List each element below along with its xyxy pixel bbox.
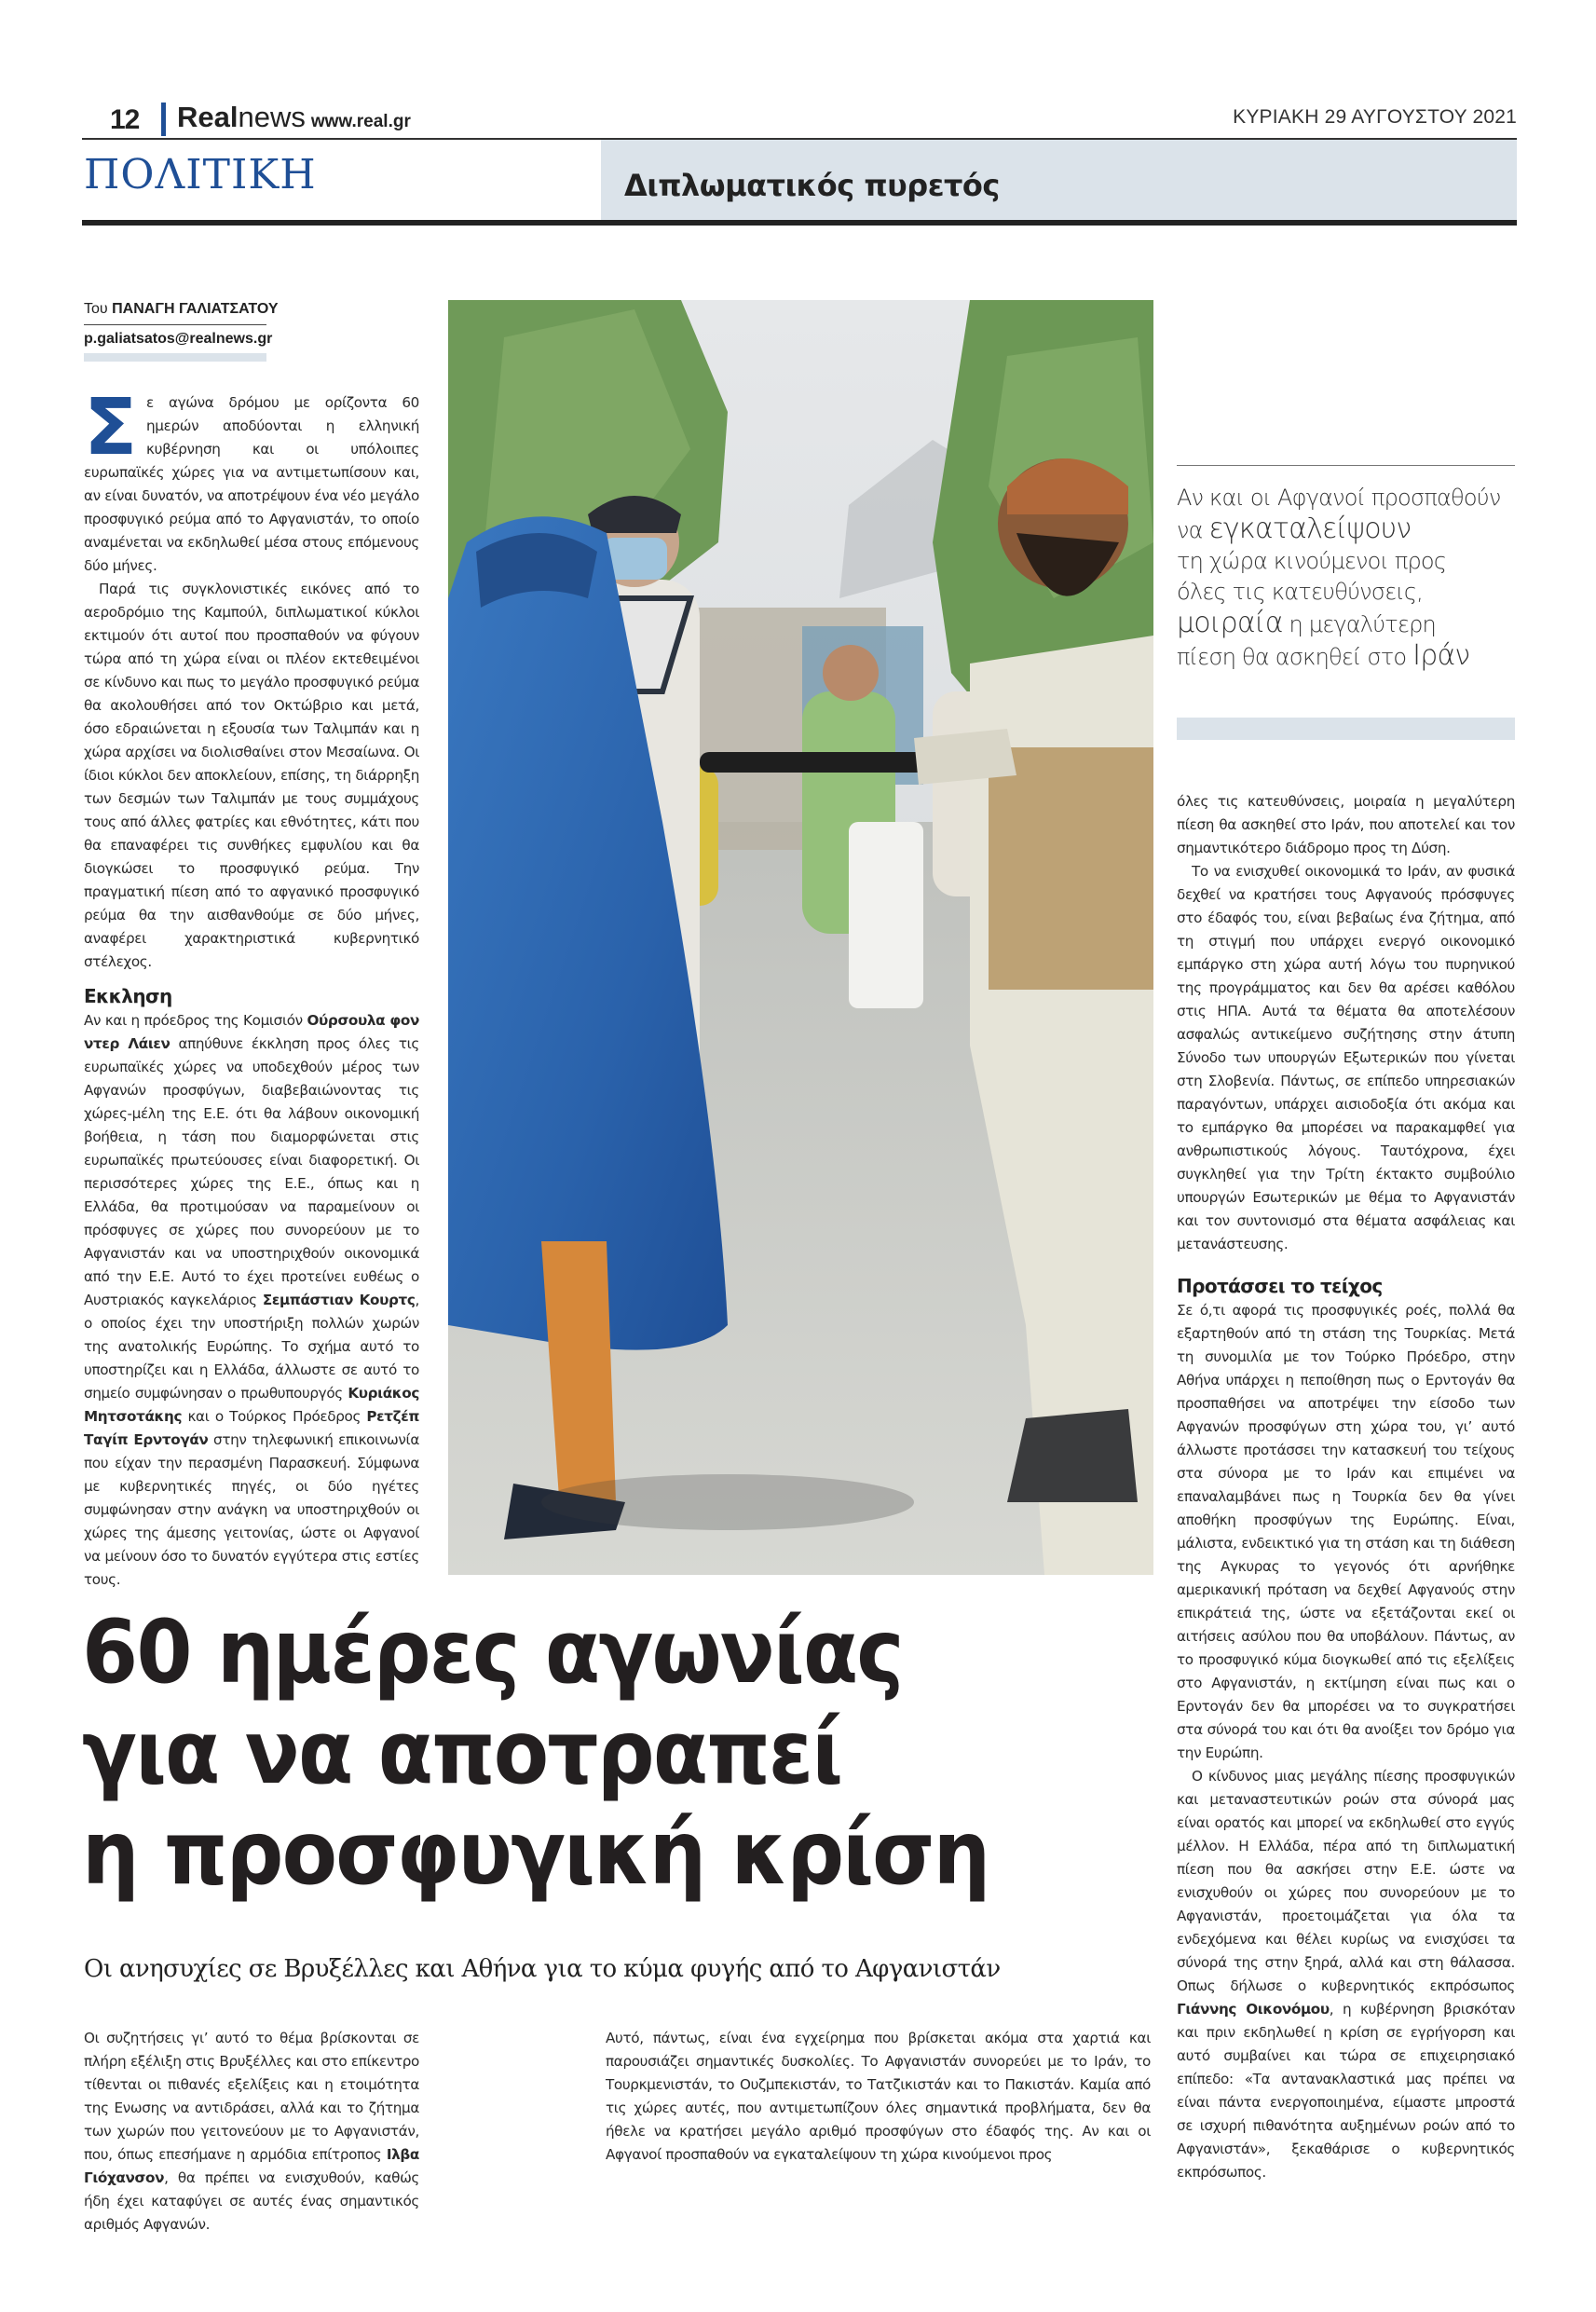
headline-line-2: για να αποτραπεί: [82, 1703, 842, 1804]
subheading: Προτάσσει το τείχος: [1177, 1275, 1383, 1297]
photo-illustration: [448, 300, 1153, 1575]
section-title: ΠΟΛΙΤΙΚΗ: [84, 151, 317, 198]
kicker-title: Διπλωματικός πυρετός: [624, 168, 1000, 203]
paragraph: Αυτό, πάντως, είναι ένα εγχείρημα που βρίσκεται ακόμα στα χαρτιά και παρουσιάζει σημαντικές δυσκολίες. Το Αφγανιστάν συνορεύει με το Ιράν, το Τουρκμενιστάν, το Ουζμπεκιστάν, το Τατζικιστάν και το Πακιστάν. Καμία από τις χώρες αυτές, που αντιμετωπίζουν όλες σημαντικά προβλήματα, δεν θα ήθελε να κρατήσει μεγάλο αριθμό προσφύγων στο έδαφός της. Αν και οι Αφγανοί προσπαθούν να εγκαταλείψουν τη χώρα κινούμενοι προς: [606, 2030, 1151, 2163]
brand-bold: Real: [177, 101, 239, 133]
paragraph: Παρά τις συγκλονιστικές εικόνες από το αεροδρόμιο της Καμπούλ, διπλωματικοί κύκλοι εκτιμούν ότι αυτοί που προσπαθούν να φύγουν τώρα από τη χώρα είναι οι πλέον εκτεθειμένοι σε κίνδυνο και πως το μεγάλο προσφυγικό ρεύμα θα ακολουθήσει από τον Οκτώβριο και μετά, όσο εδραιώνεται η εξουσία των Ταλιμπάν και η χώρα αρχίσει να διολισθαίνει στον Μεσαίωνα. Οι ίδιοι κύκλοι δεν αποκλείουν, επίσης, τη διάρρηξη των δεσμών των Ταλιμπάν με τους συμμάχους τους από άλλες φατρίες και εθνότητες, κάτι που θα επαναφέρει τις συνθήκες εμφυλίου και θα διογκώσει το προσφυγικό ρεύμα. Την πραγματική πίεση από το αφγανικό προσφυγικό ρεύμα θα την αισθανθούμε σε δύο μήνες, αναφέρει χαρακτηριστικά κυβερνητικό στέλεχος.: [84, 581, 419, 970]
byline-prefix: Του: [84, 301, 108, 317]
bottom-column-2: [606, 2027, 1151, 2167]
header-divider-bar: [161, 103, 166, 136]
person-name: Κυριάκος Μητσοτάκης: [84, 1385, 419, 1425]
person-name: Ιλβα Γιόχανσον: [84, 2146, 419, 2186]
paragraph: Ο κίνδυνος μιας μεγάλης πίεσης προσφυγικών και μεταναστευτικών ροών στα σύνορά μας είναι ορατός και μπορεί να εκδηλωθεί στο εγγύς μέλλον. Η Ελλάδα, πέρα από τη διπλωματική πίεση που θα ασκήσει στην Ε.Ε. ώστε να ενισχυθούν οι χώρες που συνορεύουν με το Αφγανιστάν, προετοιμάζεται για όλα τα ενδεχόμενα και θέλει κυρίως να ενισχύσει τα σύνορά της στην ξηρά, αλλά και στη θάλασσα. Οπως δήλωσε ο κυβερνητικός εκπρόσωπος Γιάννης Οικονόμου, η κυβέρνηση βρισκόταν και πριν εκδηλωθεί η κρίση σε εγρήγορση και αυτό συμβαίνει και τώρα σε επιχειρησιακό επίπεδο: «Τα αντανακλαστικά μας πρέπει να είναι πάντα ενεργοποιημένα, είμαστε μπροστά σε ισχυρή πιθανότητα αυξημένων ροών από το Αφγανιστάν», ξεκαθάρισε ο κυβερνητικός εκπρόσωπος.: [1177, 1768, 1515, 2181]
paragraph: Αν και η πρόεδρος της Κομισιόν Ούρσουλα φον ντερ Λάιεν απηύθυνε έκκληση προς όλες τις ευρωπαϊκές χώρες να υποδεχθούν μέρος των Αφγανών προσφύγων, διαβεβαιώνοντας τις χώρες-μέλη της Ε.Ε. ότι θα λάβουν οικονομική βοήθεια, η τάση που διαμορφώνεται στις ευρωπαϊκές πρωτεύουσες είναι διαφορετική. Οι περισσότερες χώρες της Ε.Ε., όπως και η Ελλάδα, θα προτιμούσαν να παραμείνουν οι πρόσφυγες σε χώρες που συνορεύουν με το Αφγανιστάν και να υποστηριχθούν οικονομικά από την Ε.Ε. Αυτό το έχει προτείνει ευθέως ο Αυστριακός καγκελάριος Σεμπάστιαν Κουρτς, ο οποίος έχει την υποστήριξη πολλών χωρών της ανατολικής Ευρώπης. Το σχήμα αυτό το υποστηρίζει και η Ελλάδα, άλλωστε σε αυτό το σημείο συμφώνησαν ο πρωθυπουργός Κυριάκος Μητσοτάκης και ο Τούρκος Πρόεδρος Ρετζέπ Ταγίπ Ερντογάν στην τηλεφωνική επικοινωνία που είχαν την περασμένη Παρασκευή. Σύμφωνα με κυβερνητικές πηγές, οι δύο ηγέτες συμφώνησαν στην ανάγκη να υποστηριχθούν οι χώρες της άμεσης γειτονίας, ώστε οι Αφγανοί να μείνουν όσο το δυνατόν εγγύτερα στις εστίες τους.: [84, 1012, 419, 1588]
section-rule: [82, 220, 1517, 226]
person-name: Ρετζέπ Ταγίπ Ερντογάν: [84, 1408, 419, 1448]
page-number: 12: [110, 104, 140, 135]
pull-quote: Αν και οι Αφγανοί προσπαθούν να εγκαταλείψουν τη χώρα κινούμενοι προς όλες τις κατευθύνσεις, μοιραία η μεγαλύτερη πίεση θα ασκηθεί στο Ιράν: [1177, 485, 1501, 672]
brand-url: www.real.gr: [310, 112, 411, 131]
subheading: Εκκληση: [84, 985, 172, 1007]
bottom-column-1: [84, 2027, 419, 2237]
headline-line-1: 60 ημέρες αγωνίας: [82, 1602, 903, 1703]
person-name: Γιάννης Οικονόμου: [1177, 2001, 1330, 2018]
deck-subtitle: Οι ανησυχίες σε Βρυξέλλες και Αθήνα για το κύμα φυγής από το Αφγανιστάν: [84, 1955, 1001, 1983]
headline: [82, 1603, 1076, 1905]
right-column: [1177, 790, 1515, 2184]
byline-bar: [84, 353, 266, 362]
person-name: Σεμπάστιαν Κουρτς: [262, 1292, 416, 1308]
byline: [84, 301, 279, 318]
person-name: Ούρσουλα φον ντερ Λάιεν: [84, 1012, 419, 1052]
headline-line-3: η προσφυγική κρίση: [82, 1803, 989, 1905]
dropcap: Σ: [84, 381, 138, 472]
lead-paragraph: Σε αγώνα δρόμου με ορίζοντα 60 ημερών αποδύονται η ελληνική κυβέρνηση και οι υπόλοιπες ευρωπαϊκές χώρες για να αντιμετωπίσουν και, αν είναι δυνατόν, να αποτρέψουν ένα νέο μεγάλο προσφυγικό ρεύμα από το Αφγανιστάν, το οποίο αναμένεται να εκδηλωθεί μέσα στους επόμενους δύο μήνες.: [84, 381, 419, 574]
paragraph: όλες τις κατευθύνσεις, μοιραία η μεγαλύτερη πίεση θα ασκηθεί στο Ιράν, που αποτελεί και τον σημαντικότερο διάδρομο προς τη Δύση.: [1177, 793, 1515, 856]
paragraph: Οι συζητήσεις γι’ αυτό το θέμα βρίσκονται σε πλήρη εξέλιξη στις Βρυξέλλες και στο επίκεντρο τίθενται οι πιθανές εξελίξεις και η ετοιμότητα της Ενωσης να αντιδράσει, αλλά και το ζήτημα των χωρών που γειτονεύουν με το Αφγανιστάν, που, όπως επεσήμανε η αρμόδια επίτροπος Ιλβα Γιόχανσον, θα πρέπει να ενισχυθούν, καθώς ήδη έχει καταφύγει σε αυτές ένας σημαντικός αριθμός Αφγανών.: [84, 2030, 419, 2233]
pull-quote-bar: [1177, 718, 1515, 740]
brand-light: news: [238, 101, 306, 133]
byline-author: ΠΑΝΑΓΗ ΓΑΛΙΑΤΣΑΤΟΥ: [112, 301, 279, 317]
paragraph: Σε ό,τι αφορά τις προσφυγικές ροές, πολλά θα εξαρτηθούν από τη στάση της Τουρκίας. Μετά τη συνομιλία με τον Τούρκο Πρόεδρο, στην Αθήνα υπάρχει η πεποίθηση πως ο Ερντογάν θα προσπαθήσει να αποτρέψει την είσοδο των Αφγανών προσφύγων στη χώρα του, γι’ αυτό άλλωστε προτάσσει την κατασκευή του τείχους στα σύνορα με το Ιράν και επιμένει να επαναλαμβάνει πως η Τουρκία δεν θα γίνει αποθήκη προσφύγων της Ευρώπης. Είναι, μάλιστα, ενδεικτικό για τη στάση και τη διάθεση της Αγκυρας το γεγονός ότι αρνήθηκε αμερικανική πρόταση να δεχθεί Αφγανούς στην επικράτειά της, ώστε να εξετάζονται εκεί οι αιτήσεις ασύλου που θα υποβάλουν. Πάντως, αν το προσφυγικό κύμα διογκωθεί από τις εξελίξεις στο Αφγανιστάν, η εκτίμηση είναι πως και ο Ερντογάν δεν θα μπορέσει να το συγκρατήσει στα σύνορά του και ότι θα ανοίξει τον δρόμο για την Ευρώπη.: [1177, 1302, 1515, 1761]
issue-date: ΚΥΡΙΑΚΗ 29 ΑΥΓΟΥΣΤΟΥ 2021: [1233, 106, 1517, 128]
article-photo: [448, 300, 1153, 1575]
byline-email[interactable]: p.galiatsatos@realnews.gr: [84, 331, 273, 347]
byline-rule: [84, 324, 266, 325]
pull-quote-rule: [1177, 465, 1515, 466]
left-column: [84, 381, 419, 1592]
paragraph: Το να ενισχυθεί οικονομικά το Ιράν, αν φυσικά δεχθεί να κρατήσει τους Αφγανούς πρόσφυγες στο έδαφός του, είναι βεβαίως ένα ζήτημα, από τη στιγμή που υπάρχει ενεργό οικονομικό εμπάργκο στη χώρα αυτή λόγω του πυρηνικού της προγράμματος και δεν θα αρέσει καθόλου στις ΗΠΑ. Αυτά τα θέματα θα αποτελέσουν ασφαλώς αντικείμενο συζήτησης στην άτυπη Σύνοδο των υπουργών Εξωτερικών που γίνεται στη Σλοβενία. Πάντως, σε επίπεδο υπηρεσιακών παραγόντων, υπάρχει αισιοδοξία ότι ακόμα και το εμπάργκο θα μπορέσει να παρακαμφθεί για ανθρωπιστικούς λόγους. Ταυτόχρονα, έχει συγκληθεί για την Τρίτη έκτακτο συμβούλιο υπουργών Εσωτερικών με θέμα το Αφγανιστάν και τον συντονισμό στα θέματα ασφάλειας και μετανάστευσης.: [1177, 863, 1515, 1252]
brand-logo: [177, 101, 411, 134]
